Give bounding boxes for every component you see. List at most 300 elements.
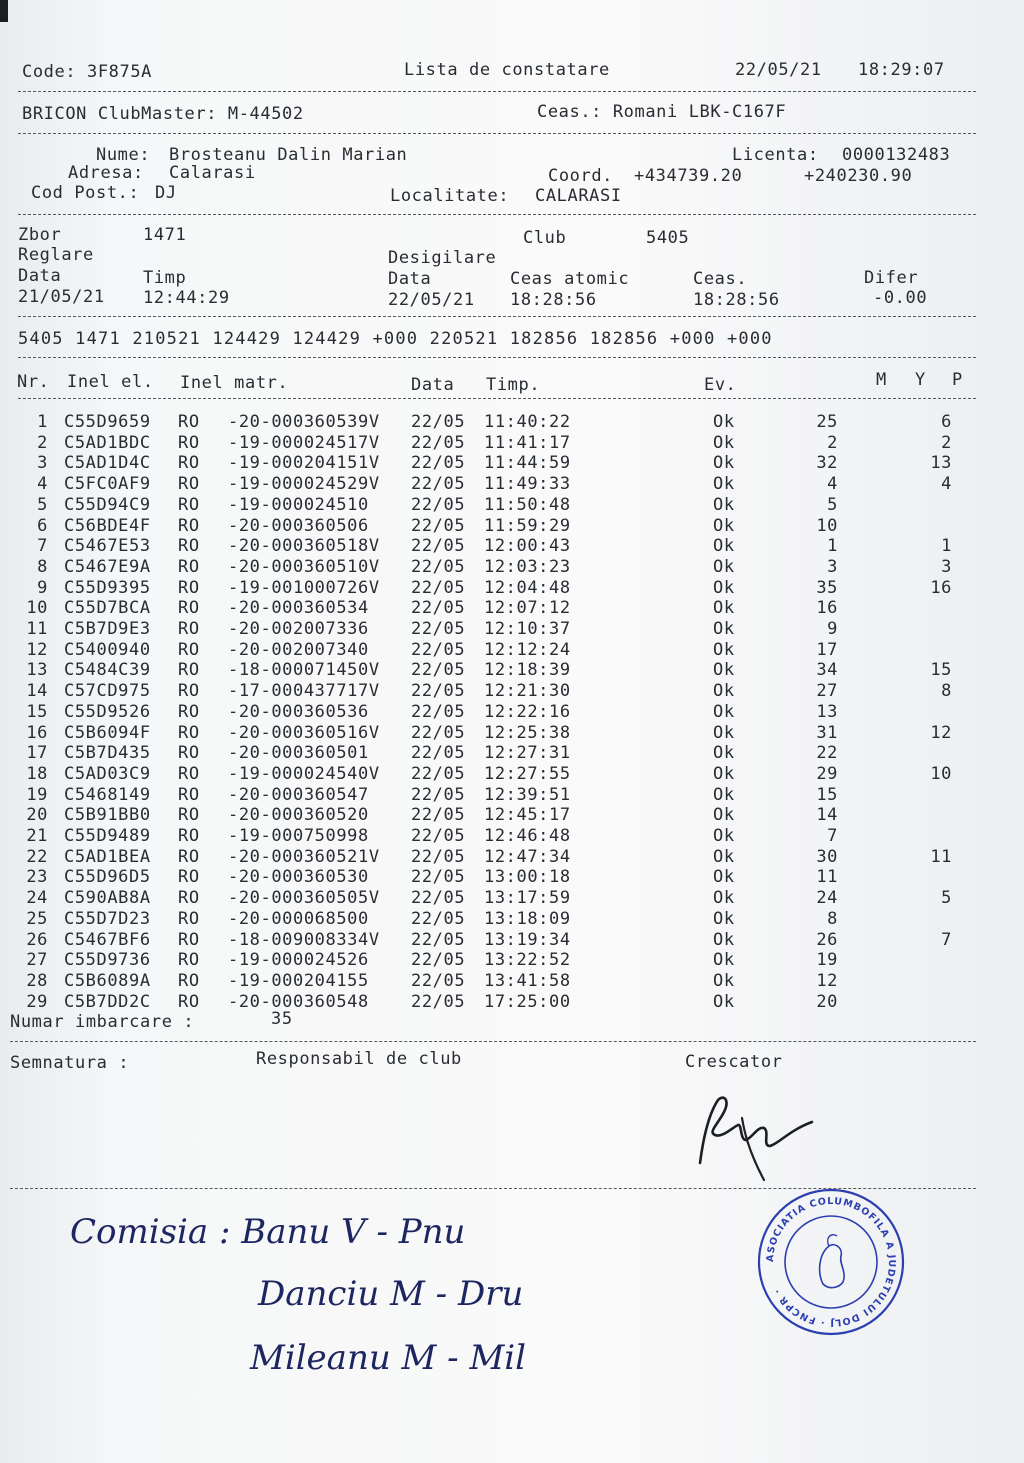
arrival-date: 22/05: [411, 598, 466, 619]
place-p: 11: [930, 846, 952, 867]
registration-ring: -20-000360530: [228, 867, 369, 888]
arrival-time: 12:45:17: [484, 805, 571, 826]
arrival-time: 12:22:16: [484, 701, 571, 722]
row-number: 8: [37, 556, 48, 577]
locality-label: Localitate:: [390, 186, 510, 206]
place-m: 12: [816, 970, 838, 991]
registration-ring: -20-000360516V: [228, 722, 380, 743]
difference-label: Difer: [864, 268, 919, 288]
country-code: RO: [178, 494, 200, 515]
electronic-ring: C55D9526: [64, 701, 151, 722]
zbor-number: 1471: [143, 225, 187, 245]
place-m: 35: [816, 577, 838, 598]
arrival-time: 11:50:48: [484, 494, 571, 515]
place-m: 16: [816, 598, 838, 619]
clock-label: Ceas.: [693, 269, 748, 289]
event-status: Ok: [713, 556, 735, 577]
desigilare-date: 22/05/21: [388, 290, 475, 310]
place-m: 29: [816, 763, 838, 784]
arrival-time: 13:41:58: [484, 970, 571, 991]
country-code: RO: [178, 826, 200, 846]
event-status: Ok: [713, 991, 735, 1012]
event-status: Ok: [713, 929, 735, 950]
electronic-ring: C5B7DD2C: [64, 991, 151, 1012]
col-header-m: M: [876, 370, 887, 390]
arrival-time: 12:46:48: [484, 826, 571, 846]
arrival-time: 12:12:24: [484, 639, 571, 660]
place-p: 5: [941, 888, 952, 909]
arrival-date: 22/05: [411, 639, 466, 660]
club-responsible-label: Responsabil de club: [256, 1049, 462, 1069]
arrival-date: 22/05: [411, 536, 466, 557]
row-number: 14: [26, 681, 48, 702]
electronic-ring: C55D9659: [64, 412, 151, 432]
event-status: Ok: [713, 577, 735, 598]
svg-text:ASOCIATIA COLUMBOFILA A JUDETU: ASOCIATIA COLUMBOFILA A JUDETULUI DOLJ · FNCPR ·: [764, 1195, 898, 1329]
row-number: 5: [37, 494, 48, 515]
event-status: Ok: [713, 681, 735, 702]
place-m: 8: [827, 908, 838, 929]
country-code: RO: [178, 908, 200, 929]
reglare-time: 12:44:29: [143, 288, 230, 308]
row-number: 19: [26, 784, 48, 805]
registration-ring: -20-000360501: [228, 743, 369, 764]
event-status: Ok: [713, 846, 735, 867]
arrival-time: 11:40:22: [484, 412, 571, 432]
coord-label: Coord.: [548, 166, 614, 186]
place-m: 14: [816, 805, 838, 826]
event-status: Ok: [713, 598, 735, 619]
registration-ring: -20-000360506: [228, 515, 369, 536]
place-p: 16: [930, 577, 952, 598]
electronic-ring: C55D96D5: [64, 867, 151, 888]
country-code: RO: [178, 929, 200, 950]
row-number: 28: [26, 970, 48, 991]
country-code: RO: [178, 619, 200, 639]
arrival-time: 12:04:48: [484, 577, 571, 598]
arrival-time: 13:19:34: [484, 929, 571, 950]
arrival-date: 22/05: [411, 701, 466, 722]
arrival-date: 22/05: [411, 867, 466, 888]
arrival-date: 22/05: [411, 846, 466, 867]
event-status: Ok: [713, 412, 735, 432]
arrival-date: 22/05: [411, 929, 466, 950]
registration-ring: -19-000024529V: [228, 474, 380, 495]
arrival-date: 22/05: [411, 577, 466, 598]
country-code: RO: [178, 763, 200, 784]
arrival-date: 22/05: [411, 743, 466, 764]
arrival-time: 13:00:18: [484, 867, 571, 888]
coord-latitude: +434739.20: [634, 166, 743, 186]
electronic-ring: C5B91BB0: [64, 805, 151, 826]
arrival-date: 22/05: [411, 991, 466, 1012]
event-status: Ok: [713, 950, 735, 971]
registration-ring: -20-000360548: [228, 991, 369, 1012]
country-code: RO: [178, 701, 200, 722]
place-p: 7: [941, 929, 952, 950]
registration-ring: -19-000750998: [228, 826, 369, 846]
place-m: 26: [816, 929, 838, 950]
row-number: 4: [37, 474, 48, 495]
arrival-time: 12:07:12: [484, 598, 571, 619]
registration-ring: -20-000360536: [228, 701, 369, 722]
arrival-time: 12:39:51: [484, 784, 571, 805]
electronic-ring: C55D9736: [64, 950, 151, 971]
country-code: RO: [178, 432, 200, 453]
place-p: 1: [941, 536, 952, 557]
zbor-label: Zbor: [18, 225, 62, 245]
clock-time: 18:28:56: [693, 290, 780, 310]
arrival-date: 22/05: [411, 660, 466, 681]
arrival-time: 17:25:00: [484, 991, 571, 1012]
electronic-ring: C55D7D23: [64, 908, 151, 929]
arrival-date: 22/05: [411, 763, 466, 784]
reglare-data-label: Data: [18, 266, 62, 286]
row-number: 1: [37, 412, 48, 432]
place-m: 24: [816, 888, 838, 909]
handwritten-commission-line-2: Danciu M - Dru: [258, 1274, 524, 1314]
signature-label: Semnatura :: [10, 1053, 130, 1073]
license-label: Licenta:: [732, 145, 819, 165]
registration-ring: -20-000360539V: [228, 412, 380, 432]
registration-ring: -19-000204151V: [228, 453, 380, 474]
electronic-ring: C55D94C9: [64, 494, 151, 515]
event-status: Ok: [713, 805, 735, 826]
place-m: 19: [816, 950, 838, 971]
print-time: 18:29:07: [858, 60, 945, 80]
row-number: 18: [26, 763, 48, 784]
club-stamp-seal: [757, 1188, 905, 1336]
row-number: 7: [37, 536, 48, 557]
registration-ring: -20-000360505V: [228, 888, 380, 909]
country-code: RO: [178, 784, 200, 805]
row-number: 3: [37, 453, 48, 474]
arrival-date: 22/05: [411, 474, 466, 495]
place-p: 4: [941, 474, 952, 495]
registration-ring: -20-000360520: [228, 805, 369, 826]
place-p: 12: [930, 722, 952, 743]
row-number: 12: [26, 639, 48, 660]
electronic-ring: C55D7BCA: [64, 598, 151, 619]
electronic-ring: C56BDE4F: [64, 515, 151, 536]
registration-ring: -19-000024526: [228, 950, 369, 971]
event-status: Ok: [713, 743, 735, 764]
clubmaster-device: BRICON ClubMaster: M-44502: [22, 104, 304, 124]
country-code: RO: [178, 970, 200, 991]
event-status: Ok: [713, 867, 735, 888]
row-number: 16: [26, 722, 48, 743]
atomic-clock-label: Ceas atomic: [510, 269, 630, 289]
arrival-time: 12:21:30: [484, 681, 571, 702]
arrival-date: 22/05: [411, 970, 466, 991]
difference-value: -0.00: [873, 288, 928, 308]
event-status: Ok: [713, 826, 735, 846]
atomic-clock-time: 18:28:56: [510, 290, 597, 310]
place-m: 10: [816, 515, 838, 536]
row-number: 6: [37, 515, 48, 536]
arrival-time: 11:59:29: [484, 515, 571, 536]
row-number: 11: [26, 619, 48, 639]
place-m: 2: [827, 432, 838, 453]
country-code: RO: [178, 577, 200, 598]
country-code: RO: [178, 598, 200, 619]
arrival-time: 12:27:55: [484, 763, 571, 784]
arrival-date: 22/05: [411, 681, 466, 702]
arrival-time: 13:17:59: [484, 888, 571, 909]
electronic-ring: C5B7D9E3: [64, 619, 151, 639]
arrival-date: 22/05: [411, 515, 466, 536]
event-status: Ok: [713, 453, 735, 474]
electronic-ring: C55D9395: [64, 577, 151, 598]
arrival-time: 13:22:52: [484, 950, 571, 971]
arrival-date: 22/05: [411, 412, 466, 432]
event-status: Ok: [713, 474, 735, 495]
country-code: RO: [178, 453, 200, 474]
place-p: 8: [941, 681, 952, 702]
registration-ring: -20-002007336: [228, 619, 369, 639]
owner-address: Calarasi: [169, 163, 256, 183]
place-m: 31: [816, 722, 838, 743]
registration-ring: -17-000437717V: [228, 681, 380, 702]
country-code: RO: [178, 805, 200, 826]
electronic-ring: C5467E9A: [64, 556, 151, 577]
place-m: 4: [827, 474, 838, 495]
country-code: RO: [178, 991, 200, 1012]
row-number: 23: [26, 867, 48, 888]
row-number: 15: [26, 701, 48, 722]
arrival-date: 22/05: [411, 805, 466, 826]
country-code: RO: [178, 536, 200, 557]
country-code: RO: [178, 681, 200, 702]
row-number: 27: [26, 950, 48, 971]
place-p: 13: [930, 453, 952, 474]
row-number: 20: [26, 805, 48, 826]
breeder-label: Crescator: [685, 1052, 783, 1072]
place-m: 32: [816, 453, 838, 474]
col-header-date: Data: [411, 375, 455, 395]
place-p: 2: [941, 432, 952, 453]
arrival-date: 22/05: [411, 494, 466, 515]
place-p: 3: [941, 556, 952, 577]
desigilare-label: Desigilare: [388, 248, 497, 268]
country-code: RO: [178, 722, 200, 743]
reglare-timp-label: Timp: [143, 268, 187, 288]
arrival-time: 12:03:23: [484, 556, 571, 577]
postal-code: DJ: [155, 183, 177, 203]
document-title: Lista de constatare: [404, 60, 610, 80]
registration-ring: -19-000024510: [228, 494, 369, 515]
row-number: 17: [26, 743, 48, 764]
event-status: Ok: [713, 494, 735, 515]
country-code: RO: [178, 743, 200, 764]
electronic-ring: C5467BF6: [64, 929, 151, 950]
country-code: RO: [178, 412, 200, 432]
col-header-y: Y: [915, 370, 926, 390]
registration-ring: -20-000360518V: [228, 536, 380, 557]
arrival-date: 22/05: [411, 722, 466, 743]
arrival-date: 22/05: [411, 950, 466, 971]
owner-name: Brosteanu Dalin Marian: [169, 145, 408, 165]
country-code: RO: [178, 639, 200, 660]
row-number: 9: [37, 577, 48, 598]
reglare-date: 21/05/21: [18, 287, 105, 307]
place-m: 9: [827, 619, 838, 639]
row-number: 13: [26, 660, 48, 681]
registration-ring: -19-000024540V: [228, 763, 380, 784]
country-code: RO: [178, 867, 200, 888]
arrival-date: 22/05: [411, 453, 466, 474]
name-label: Nume:: [96, 145, 151, 165]
event-status: Ok: [713, 432, 735, 453]
country-code: RO: [178, 950, 200, 971]
electronic-ring: C5467E53: [64, 536, 151, 557]
arrival-time: 11:44:59: [484, 453, 571, 474]
col-header-ring-matr: Inel matr.: [180, 373, 289, 393]
row-number: 26: [26, 929, 48, 950]
arrival-time: 12:18:39: [484, 660, 571, 681]
registration-ring: -19-001000726V: [228, 577, 380, 598]
event-status: Ok: [713, 619, 735, 639]
place-m: 20: [816, 991, 838, 1012]
event-status: Ok: [713, 515, 735, 536]
country-code: RO: [178, 660, 200, 681]
event-status: Ok: [713, 660, 735, 681]
electronic-ring: C590AB8A: [64, 888, 151, 909]
electronic-ring: C5400940: [64, 639, 151, 660]
event-status: Ok: [713, 888, 735, 909]
electronic-ring: C55D9489: [64, 826, 151, 846]
electronic-ring: C5B7D435: [64, 743, 151, 764]
event-status: Ok: [713, 701, 735, 722]
place-p: 10: [930, 763, 952, 784]
arrival-time: 12:27:31: [484, 743, 571, 764]
row-number: 10: [26, 598, 48, 619]
print-date: 22/05/21: [735, 60, 822, 80]
club-number: 5405: [646, 228, 690, 248]
postal-label: Cod Post.:: [31, 183, 140, 203]
electronic-ring: C5AD1D4C: [64, 453, 151, 474]
row-number: 25: [26, 908, 48, 929]
arrival-time: 12:10:37: [484, 619, 571, 639]
arrival-time: 13:18:09: [484, 908, 571, 929]
arrival-date: 22/05: [411, 432, 466, 453]
electronic-ring: C5B6094F: [64, 722, 151, 743]
row-number: 24: [26, 888, 48, 909]
clock-model: Ceas.: Romani LBK-C167F: [537, 102, 787, 122]
license-number: 0000132483: [842, 145, 951, 165]
handwritten-commission-line-3: Mileanu M - Mil: [250, 1338, 527, 1378]
col-header-ring-el: Inel el.: [67, 372, 154, 392]
col-header-nr: Nr.: [17, 372, 50, 392]
col-header-ev: Ev.: [704, 375, 737, 395]
event-status: Ok: [713, 970, 735, 991]
country-code: RO: [178, 888, 200, 909]
country-code: RO: [178, 474, 200, 495]
registration-ring: -19-000204155: [228, 970, 369, 991]
place-m: 22: [816, 743, 838, 764]
arrival-time: 12:00:43: [484, 536, 571, 557]
place-m: 3: [827, 556, 838, 577]
arrival-date: 22/05: [411, 908, 466, 929]
locality-value: CALARASI: [535, 186, 622, 206]
place-m: 34: [816, 660, 838, 681]
handwritten-commission-line-1: Comisia : Banu V - Pnu: [70, 1212, 466, 1252]
event-status: Ok: [713, 784, 735, 805]
boarding-label: Numar imbarcare :: [10, 1012, 195, 1032]
place-p: 6: [941, 412, 952, 432]
arrival-time: 11:41:17: [484, 432, 571, 453]
desigilare-data-label: Data: [388, 269, 432, 289]
registration-ring: -20-000068500: [228, 908, 369, 929]
col-header-p: P: [952, 370, 963, 390]
place-m: 13: [816, 701, 838, 722]
arrival-time: 12:25:38: [484, 722, 571, 743]
arrival-date: 22/05: [411, 619, 466, 639]
registration-ring: -20-000360534: [228, 598, 369, 619]
address-label: Adresa:: [68, 163, 144, 183]
electronic-ring: C5B6089A: [64, 970, 151, 991]
registration-ring: -20-002007340: [228, 639, 369, 660]
electronic-ring: C5484C39: [64, 660, 151, 681]
place-m: 5: [827, 494, 838, 515]
event-status: Ok: [713, 639, 735, 660]
col-header-time: Timp.: [486, 375, 541, 395]
arrival-date: 22/05: [411, 888, 466, 909]
place-m: 17: [816, 639, 838, 660]
electronic-ring: C5AD03C9: [64, 763, 151, 784]
registration-ring: -20-000360547: [228, 784, 369, 805]
registration-ring: -19-000024517V: [228, 432, 380, 453]
place-m: 7: [827, 826, 838, 846]
reglare-label: Reglare: [18, 245, 94, 265]
country-code: RO: [178, 515, 200, 536]
place-m: 11: [816, 867, 838, 888]
registration-ring: -18-009008334V: [228, 929, 380, 950]
arrival-date: 22/05: [411, 556, 466, 577]
place-p: 15: [930, 660, 952, 681]
registration-ring: -20-000360521V: [228, 846, 380, 867]
summary-code-line: 5405 1471 210521 124429 124429 +000 220521 182856 182856 +000 +000: [18, 329, 773, 349]
registration-ring: -18-000071450V: [228, 660, 380, 681]
electronic-ring: C5FC0AF9: [64, 474, 151, 495]
row-number: 2: [37, 432, 48, 453]
place-m: 27: [816, 681, 838, 702]
electronic-ring: C5468149: [64, 784, 151, 805]
row-number: 29: [26, 991, 48, 1012]
arrival-date: 22/05: [411, 784, 466, 805]
country-code: RO: [178, 556, 200, 577]
club-label: Club: [523, 228, 567, 248]
event-status: Ok: [713, 722, 735, 743]
electronic-ring: C5AD1BEA: [64, 846, 151, 867]
place-m: 30: [816, 846, 838, 867]
place-m: 1: [827, 536, 838, 557]
arrival-time: 11:49:33: [484, 474, 571, 495]
arrival-time: 12:47:34: [484, 846, 571, 867]
event-status: Ok: [713, 908, 735, 929]
event-status: Ok: [713, 536, 735, 557]
electronic-ring: C57CD975: [64, 681, 151, 702]
arrival-date: 22/05: [411, 826, 466, 846]
place-m: 25: [816, 412, 838, 432]
event-status: Ok: [713, 763, 735, 784]
country-code: RO: [178, 846, 200, 867]
place-m: 15: [816, 784, 838, 805]
boarding-count: 35: [271, 1009, 293, 1029]
electronic-ring: C5AD1BDC: [64, 432, 151, 453]
row-number: 22: [26, 846, 48, 867]
registration-ring: -20-000360510V: [228, 556, 380, 577]
